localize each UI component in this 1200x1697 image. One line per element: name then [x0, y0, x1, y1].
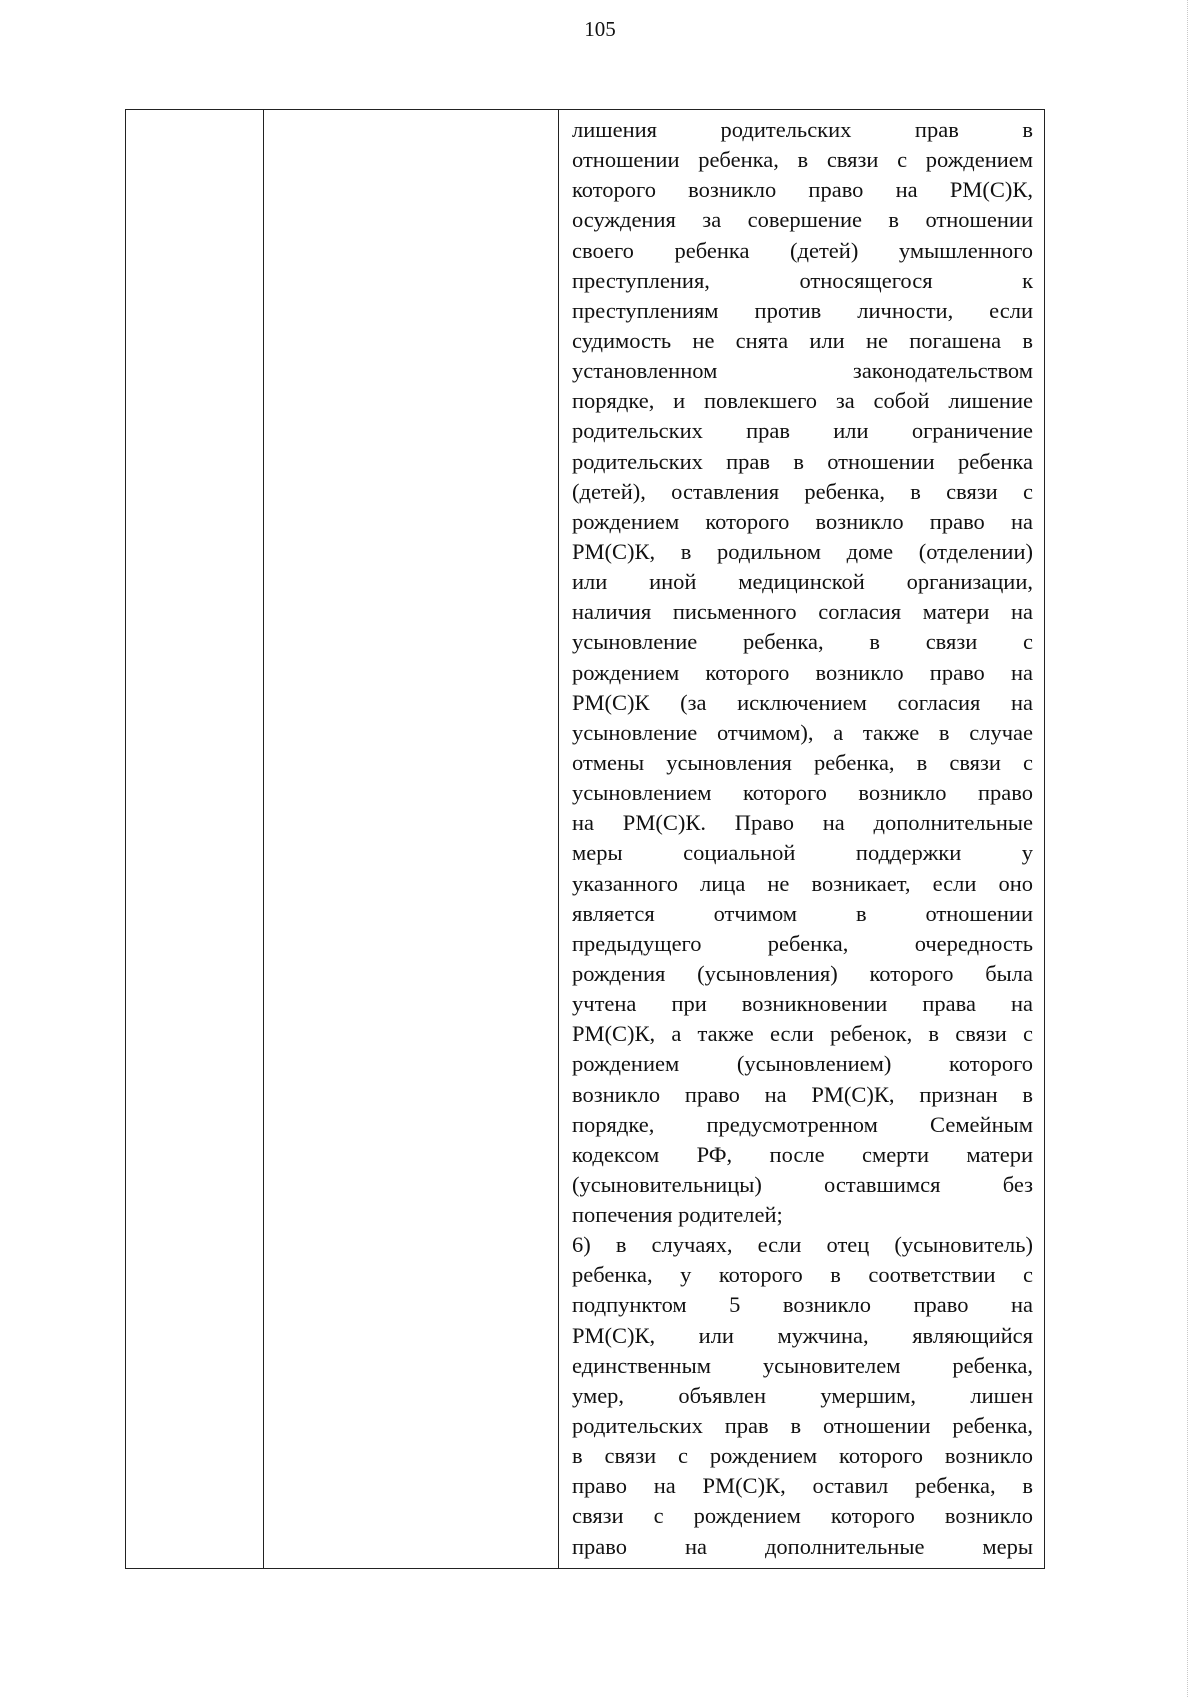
- text-line: подпунктом 5 возникло право на: [572, 1292, 1033, 1318]
- text-line: в связи с рождением которого возникло: [572, 1443, 1033, 1469]
- text-line: или иной медицинской организации,: [572, 569, 1033, 595]
- text-line: усыновление отчимом), а также в случае: [572, 719, 1033, 745]
- text-line: предыдущего ребенка, очередность: [572, 930, 1033, 956]
- text-line: усыновление ребенка, в связи с: [572, 629, 1033, 655]
- text-line: преступлениям против личности, если: [572, 297, 1033, 323]
- text-line: преступления, относящегося к: [572, 267, 1033, 293]
- text-line: установленном законодательством: [572, 358, 1033, 384]
- text-line: право на дополнительные меры: [572, 1533, 1033, 1559]
- text-line: РМ(С)К (за исключением согласия на: [572, 689, 1033, 715]
- text-line: право на РМ(С)К, оставил ребенка, в: [572, 1473, 1033, 1499]
- text-line: РМ(С)К, в родильном доме (отделении): [572, 538, 1033, 564]
- text-line: рождением которого возникло право на: [572, 508, 1033, 534]
- table-column-1-empty: [126, 110, 264, 1568]
- text-line: лишения родительских прав в: [572, 117, 1033, 142]
- text-line: возникло право на РМ(С)К, признан в: [572, 1081, 1033, 1107]
- text-line: попечения родителей;: [572, 1202, 783, 1228]
- text-line: является отчимом в отношении: [572, 900, 1033, 926]
- text-line: порядке, и повлекшего за собой лишение: [572, 388, 1033, 414]
- text-line: единственным усыновителем ребенка,: [572, 1352, 1033, 1378]
- text-line: своего ребенка (детей) умышленного: [572, 237, 1033, 263]
- text-line: родительских прав или ограничение: [572, 418, 1033, 444]
- page-number: 105: [584, 17, 616, 41]
- text-line: усыновлением которого возникло право: [572, 780, 1033, 806]
- text-line: меры социальной поддержки у: [572, 840, 1033, 866]
- table-column-2-empty: [264, 110, 559, 1568]
- text-line: судимость не снята или не погашена в: [572, 327, 1033, 353]
- text-line: умер, объявлен умершим, лишен: [572, 1382, 1033, 1408]
- text-line: указанного лица не возникает, если оно: [572, 870, 1033, 896]
- text-line: рождения (усыновления) которого была: [572, 960, 1033, 986]
- text-line: отношении ребенка, в связи с рождением: [572, 147, 1033, 173]
- text-line: отмены усыновления ребенка, в связи с: [572, 749, 1033, 775]
- text-line: родительских прав в отношении ребенка: [572, 448, 1033, 474]
- text-line: которого возникло право на РМ(С)К,: [572, 177, 1033, 203]
- text-line: (усыновительницы) оставшимся без: [572, 1171, 1033, 1197]
- text-line: РМ(С)К, а также если ребенок, в связи с: [572, 1021, 1033, 1047]
- text-line: рождением (усыновлением) которого: [572, 1051, 1033, 1077]
- text-line: (детей), оставления ребенка, в связи с: [572, 478, 1033, 504]
- text-line: на РМ(С)К. Право на дополнительные: [572, 810, 1033, 836]
- text-line: родительских прав в отношении ребенка,: [572, 1413, 1033, 1439]
- text-line: 6) в случаях, если отец (усыновитель): [572, 1232, 1033, 1258]
- text-line: кодексом РФ, после смерти матери: [572, 1141, 1033, 1167]
- text-line: РМ(С)К, или мужчина, являющийся: [572, 1322, 1033, 1348]
- text-line: связи с рождением которого возникло: [572, 1503, 1033, 1529]
- table-column-3-text: [559, 110, 1044, 1568]
- text-line: рождением которого возникло право на: [572, 659, 1033, 685]
- document-table: [125, 109, 1045, 1569]
- text-line: ребенка, у которого в соответствии с: [572, 1262, 1033, 1288]
- text-line: наличия письменного согласия матери на: [572, 599, 1033, 625]
- text-line: учтена при возникновении права на: [572, 991, 1033, 1017]
- text-line: осуждения за совершение в отношении: [572, 207, 1033, 233]
- scan-edge-line: [1186, 0, 1188, 1697]
- text-line: порядке, предусмотренном Семейным: [572, 1111, 1033, 1137]
